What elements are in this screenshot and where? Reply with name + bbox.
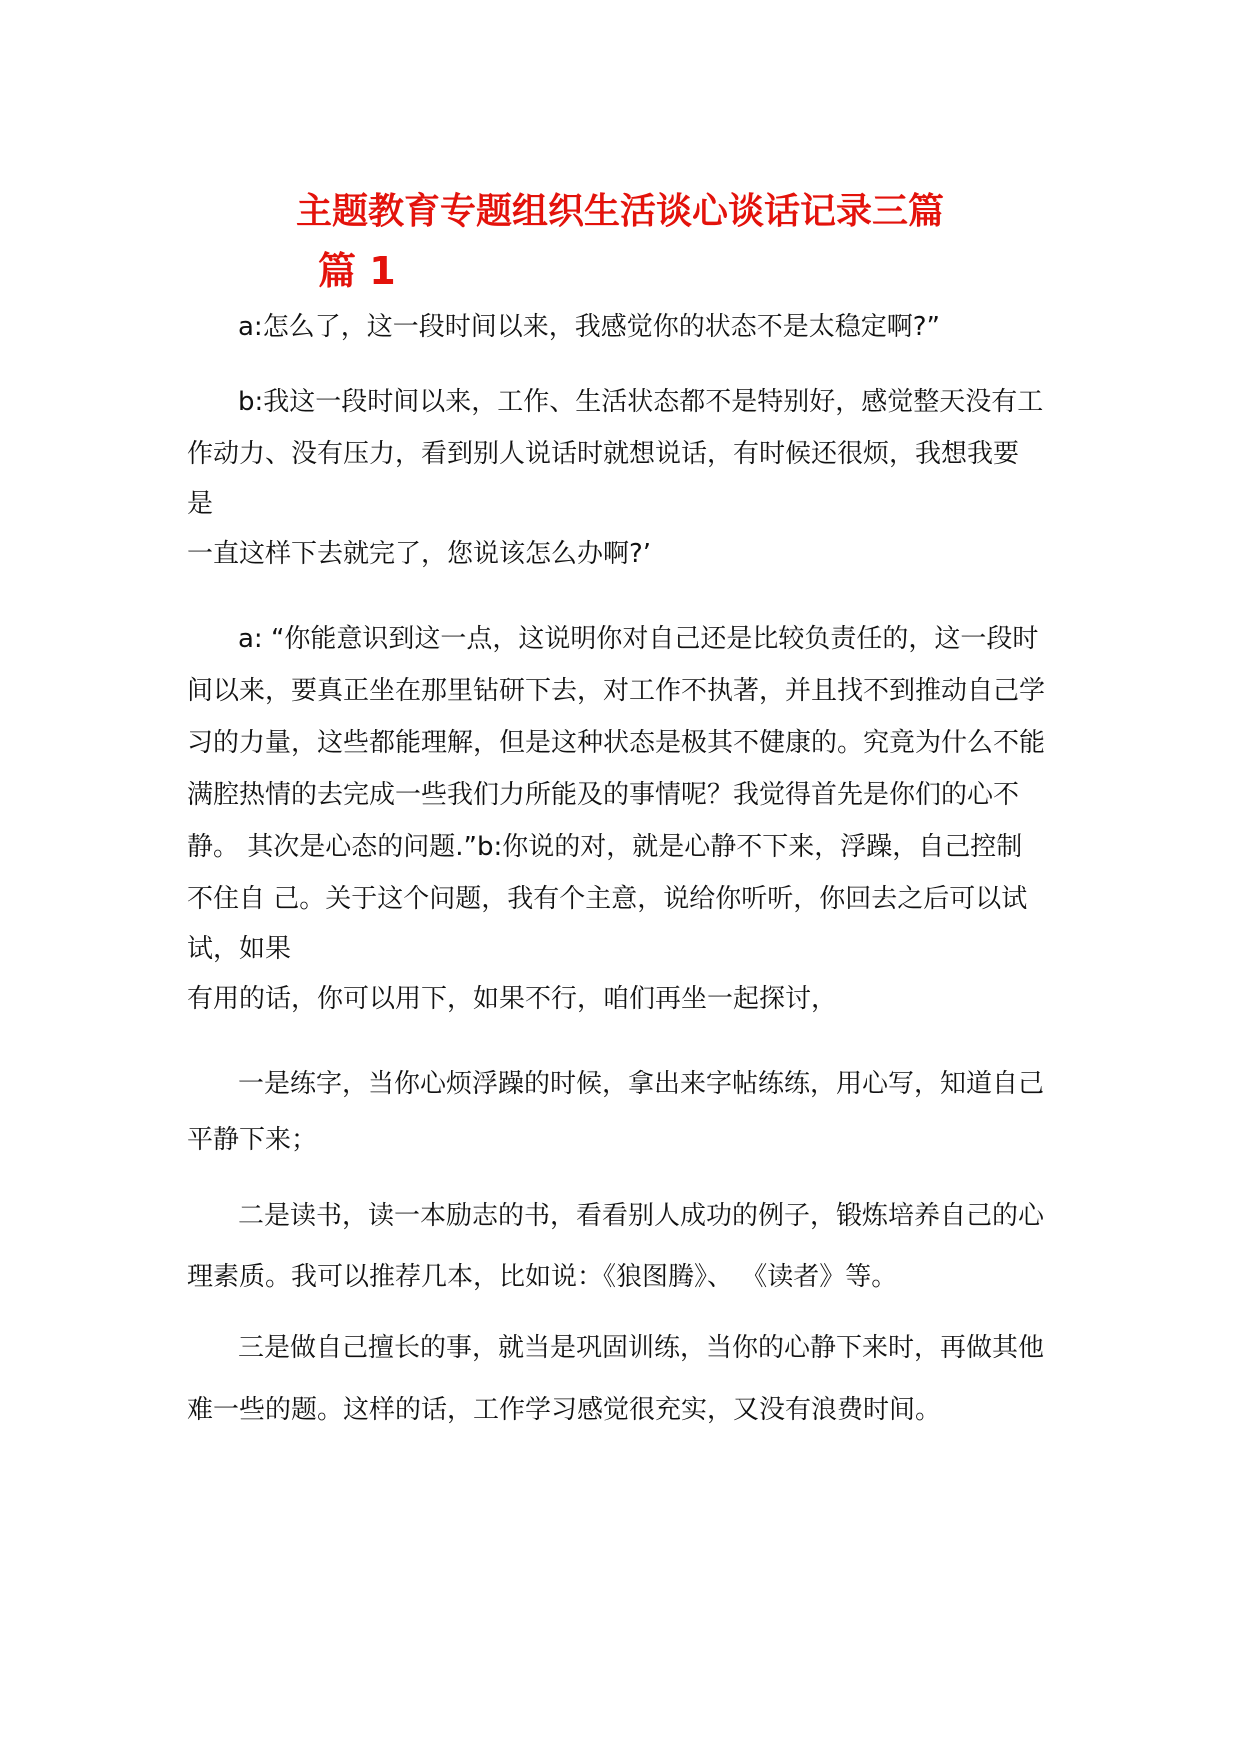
paragraph-line: 一是练字，当你心烦浮躁的时候，拿出来字帖练练，用心写，知道自己 [238, 1069, 1045, 1099]
paragraph-line: 二是读书，读一本励志的书，看看别人成功的例子，锻炼培养自己的心 [238, 1201, 1045, 1231]
paragraph-line: a:怎么了，这一段时间以来，我感觉你的状态不是太稳定啊?” [238, 312, 940, 342]
paragraph-line: b:我这一段时间以来，工作、生活状态都不是特别好，感觉整天没有工 [238, 387, 1044, 417]
document-title: 主题教育专题组织生活谈心谈话记录三篇 [295, 191, 944, 232]
paragraph-line: 间以来，要真正坐在那里钻研下去，对工作不执著，并且找不到推动自己学 [187, 676, 1046, 706]
paragraph-line: 三是做自己擅长的事，就当是巩固训练，当你的心静下来时，再做其他 [238, 1333, 1045, 1363]
section-heading: 篇 1 [318, 249, 396, 293]
paragraph-line: 有用的话，你可以用下，如果不行，咱们再坐一起探讨， [187, 984, 838, 1014]
paragraph-line: 静。 其次是心态的问题.”b:你说的对，就是心静不下来，浮躁，自己控制 [187, 832, 1023, 862]
paragraph-line: 理素质。我可以推荐几本，比如说：《狼图腾》、 《读者》等。 [187, 1262, 898, 1292]
paragraph-line: 一直这样下去就完了，您说该怎么办啊?’ [187, 539, 652, 569]
paragraph-line: 习的力量，这些都能理解，但是这种状态是极其不健康的。究竟为什么不能 [187, 728, 1046, 758]
paragraph-line: 是 [187, 489, 214, 519]
paragraph-line: 平静下来； [187, 1125, 318, 1155]
paragraph-line: 作动力、没有压力，看到别人说话时就想说话，有时候还很烦，我想我要 [187, 439, 1020, 469]
paragraph-line: 满腔热情的去完成一些我们力所能及的事情呢？我觉得首先是你们的心不 [187, 780, 1020, 810]
paragraph-line: a: “你能意识到这一点，这说明你对自己还是比较负责任的，这一段时 [238, 624, 1039, 654]
paragraph-line: 不住自 己。关于这个问题，我有个主意，说给你听听，你回去之后可以试 [187, 884, 1028, 914]
paragraph-line: 难一些的题。这样的话，工作学习感觉很充实，又没有浪费时间。 [187, 1395, 942, 1425]
paragraph-line: 试，如果 [187, 934, 292, 964]
